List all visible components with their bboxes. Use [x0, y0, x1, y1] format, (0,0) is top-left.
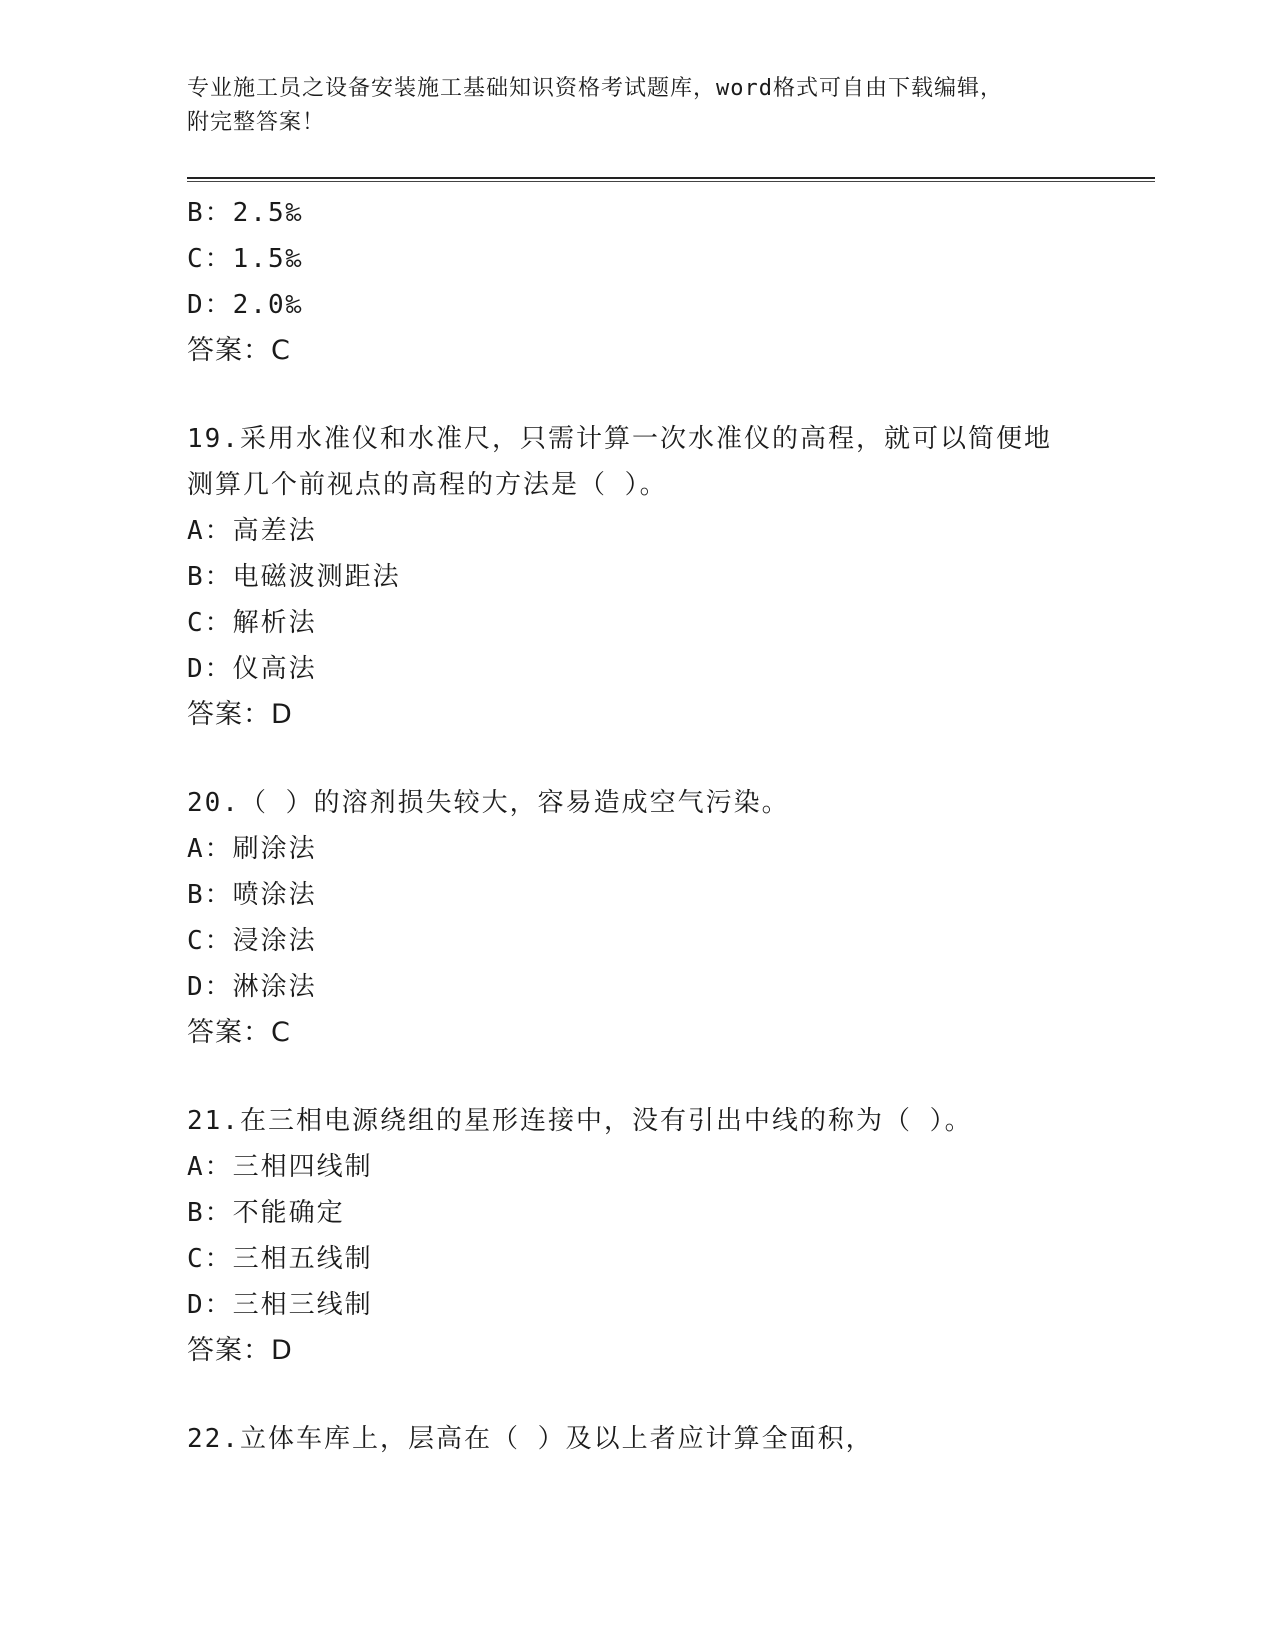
option-d: D：仪高法	[187, 654, 317, 684]
option-c: C：1.5‰	[187, 244, 304, 274]
option-b: B：喷涂法	[187, 880, 317, 910]
answer-label: 答案：D	[187, 699, 293, 730]
question-stem-line: 21.在三相电源绕组的星形连接中，没有引出中线的称为（ ）。	[187, 1106, 973, 1136]
question-19	[187, 416, 1087, 738]
option-b: B：电磁波测距法	[187, 562, 401, 592]
question-stem-line: 测算几个前视点的高程的方法是（ ）。	[187, 470, 668, 500]
option-a: A：高差法	[187, 516, 317, 546]
question-18-continued	[187, 190, 1087, 374]
question-stem-line: 19.采用水准仪和水准尺，只需计算一次水准仪的高程，就可以简便地	[187, 424, 1052, 454]
question-list	[187, 190, 1087, 1462]
answer-label: 答案：D	[187, 1335, 293, 1366]
question-21	[187, 1098, 1087, 1374]
question-stem-line: 20.（ ）的溶剂损失较大，容易造成空气污染。	[187, 788, 790, 818]
question-stem-line: 22.立体车库上，层高在（ ）及以上者应计算全面积，	[187, 1424, 874, 1454]
header-title-line-1: 专业施工员之设备安装施工基础知识资格考试题库，word格式可自由下载编辑，	[187, 76, 1003, 101]
answer-label: 答案：C	[187, 1017, 291, 1048]
header-divider-thin	[187, 181, 1155, 182]
option-b: B：不能确定	[187, 1198, 345, 1228]
option-d: D：淋涂法	[187, 972, 317, 1002]
option-c: C：三相五线制	[187, 1244, 373, 1274]
header-title-line-2: 附完整答案！	[187, 110, 326, 135]
option-d: D：2.0‰	[187, 290, 304, 320]
answer-label: 答案：C	[187, 335, 291, 366]
question-22	[187, 1416, 1087, 1462]
document-header	[187, 72, 1087, 140]
option-d: D：三相三线制	[187, 1290, 373, 1320]
header-divider-thick	[187, 177, 1155, 179]
option-a: A：三相四线制	[187, 1152, 373, 1182]
option-b: B：2.5‰	[187, 198, 304, 228]
option-c: C：浸涂法	[187, 926, 317, 956]
option-c: C：解析法	[187, 608, 317, 638]
option-a: A：刷涂法	[187, 834, 317, 864]
question-20	[187, 780, 1087, 1056]
